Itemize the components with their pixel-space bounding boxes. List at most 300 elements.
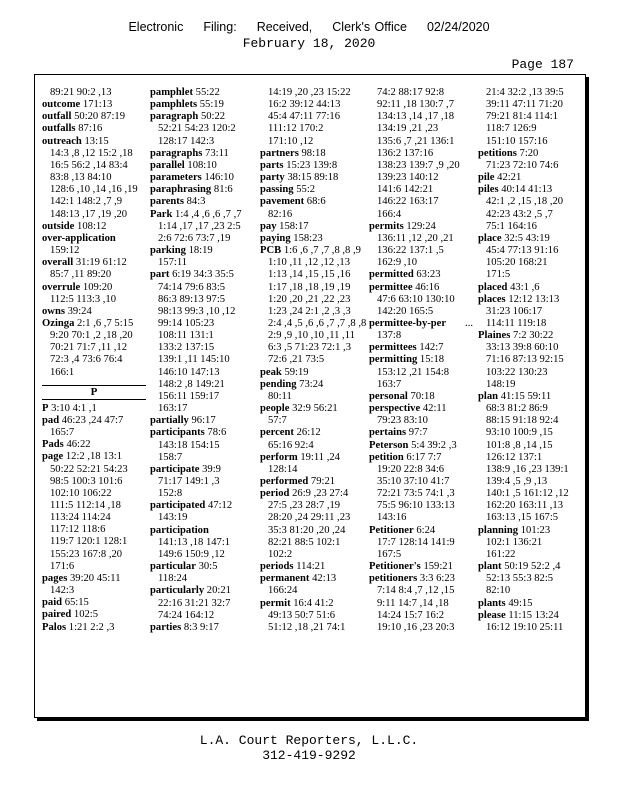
index-refs: 55:19 — [199, 99, 224, 111]
index-refs: 70:21 71:7 ,11 ,12 — [50, 342, 128, 354]
index-term: pile — [478, 172, 495, 184]
index-refs: 81:6 — [213, 184, 233, 196]
index-entry — [42, 136, 146, 148]
index-entry — [260, 476, 364, 488]
index-entry — [150, 245, 254, 257]
index-continuation — [478, 111, 582, 123]
index-entry — [478, 294, 582, 306]
index-continuation — [478, 123, 582, 135]
index-refs: 98:5 100:3 101:6 — [50, 475, 123, 487]
index-continuation — [260, 269, 364, 281]
index-continuation — [150, 354, 254, 366]
index-term: permittee — [369, 281, 413, 293]
index-refs: 92:11 ,18 130:7 ,7 — [377, 99, 455, 111]
index-refs: 1:20 ,20 ,21 ,22 ,23 — [268, 293, 351, 305]
index-continuation — [42, 464, 146, 476]
index-refs: 78:6 — [207, 427, 227, 439]
index-term: outcome — [42, 99, 81, 111]
index-entry — [260, 452, 364, 464]
index-entry — [260, 561, 364, 573]
index-refs: 79:21 — [310, 476, 336, 487]
index-entry — [150, 111, 254, 123]
index-entry — [369, 282, 473, 294]
index-term: pavement — [260, 196, 305, 208]
index-continuation — [478, 622, 582, 634]
index-continuation — [260, 209, 364, 221]
index-box — [34, 74, 586, 718]
header-date: 02/24/2020 — [426, 20, 490, 34]
index-entry — [369, 354, 473, 366]
index-entry — [260, 488, 364, 500]
index-refs: 28:20 ,24 29:11 ,23 — [268, 512, 351, 524]
index-refs: 111:12 170:2 — [268, 123, 324, 135]
index-term: plan — [478, 390, 499, 402]
index-refs: 3:3 6:23 — [419, 573, 455, 585]
index-refs: 38:15 89:18 — [287, 172, 339, 184]
index-entry — [478, 391, 582, 403]
index-refs: 31:23 106:17 — [486, 305, 543, 317]
index-term: placed — [478, 281, 508, 293]
index-continuation — [369, 111, 473, 123]
index-continuation — [478, 476, 582, 488]
index-term: Petitioner's — [369, 561, 421, 573]
index-entry — [369, 269, 473, 281]
index-refs: 68:6 — [306, 196, 326, 208]
index-refs: 80:11 — [268, 390, 292, 402]
index-entry — [478, 233, 582, 245]
index-refs: 49:13 50:7 51:6 — [268, 609, 336, 621]
index-refs: 119:7 120:1 128:1 — [50, 536, 128, 548]
index-refs: 155:23 167:8 ,20 — [50, 548, 123, 560]
index-continuation — [260, 282, 364, 294]
header-received: Received, — [256, 20, 313, 34]
index-refs: 11:15 13:24 — [508, 609, 559, 621]
index-refs: 73:11 — [205, 147, 229, 159]
page-number: Page 187 — [511, 57, 574, 72]
index-refs: 136:11 ,12 ,20 ,21 — [377, 232, 454, 244]
index-refs: 55:2 — [296, 184, 316, 196]
index-term: petitioners — [369, 573, 418, 585]
index-continuation — [42, 476, 146, 488]
index-refs: 140:1 ,5 161:12 ,12 — [486, 488, 569, 500]
index-continuation — [369, 415, 473, 427]
index-refs: 98:18 — [301, 147, 326, 159]
index-entry — [478, 525, 582, 537]
index-continuation — [42, 172, 146, 184]
index-entry — [150, 87, 254, 99]
continuation-ellipsis: ... — [465, 317, 473, 329]
index-continuation — [478, 512, 582, 524]
index-continuation — [42, 184, 146, 196]
index-refs: 159:12 — [50, 245, 80, 257]
index-refs: 82:10 — [486, 585, 511, 597]
index-continuation — [150, 476, 254, 488]
index-continuation — [478, 318, 582, 330]
index-continuation — [260, 306, 364, 318]
index-entry — [369, 221, 473, 233]
index-entry — [150, 415, 254, 427]
header-filing: Filing: — [203, 20, 237, 34]
index-term: pamphlet — [150, 87, 193, 98]
index-refs: 43:1 ,6 — [510, 281, 540, 293]
index-continuation — [260, 111, 364, 123]
index-entry — [478, 561, 582, 573]
index-continuation — [478, 488, 582, 500]
index-refs: 14:19 ,20 ,23 15:22 — [268, 87, 351, 98]
index-entry — [150, 464, 254, 476]
index-refs: 2:4 ,4 ,5 ,6 ,6 ,7 ,7 ,8 ,8 — [268, 317, 367, 329]
index-continuation — [369, 87, 473, 99]
index-term: perform — [260, 451, 298, 463]
index-term: passing — [260, 184, 294, 196]
index-refs: 136:2 137:16 — [377, 147, 434, 159]
index-entry — [260, 379, 364, 391]
index-refs: 112:5 113:3 ,10 — [50, 293, 117, 305]
index-refs: 141:13 ,18 147:1 — [158, 536, 231, 548]
index-refs: 108:12 — [77, 220, 107, 232]
index-continuation — [42, 160, 146, 172]
index-refs: 84:3 — [186, 196, 206, 208]
index-refs: 19:20 22:8 34:6 — [377, 463, 445, 475]
index-continuation — [260, 257, 364, 269]
index-refs: 68:3 81:2 86:9 — [486, 403, 548, 415]
index-continuation — [260, 464, 364, 476]
index-refs: 8:3 9:17 — [183, 621, 219, 633]
index-entry — [150, 427, 254, 439]
index-entry — [42, 597, 146, 609]
index-refs: 142:3 — [50, 585, 75, 597]
index-refs: 39:9 — [202, 463, 221, 475]
index-term: pending — [260, 378, 297, 390]
index-refs: 55:22 — [195, 87, 220, 98]
index-refs: 74:14 79:6 83:5 — [158, 281, 226, 293]
index-continuation — [260, 342, 364, 354]
index-refs: 171:5 — [486, 269, 511, 281]
index-term: petition — [369, 451, 404, 463]
index-refs: 12:12 13:13 — [508, 293, 560, 305]
index-term: people — [260, 403, 290, 415]
index-term: P — [42, 402, 49, 414]
index-refs: 128:17 142:3 — [158, 135, 215, 147]
index-refs: 51:12 ,18 ,21 74:1 — [268, 621, 346, 633]
index-refs: 12:2 ,18 13:1 — [65, 451, 123, 463]
index-refs: 7:2 30:22 — [513, 330, 554, 342]
index-continuation — [478, 440, 582, 452]
index-continuation — [150, 549, 254, 561]
index-refs: 2:1 ,6 ,7 5:15 — [77, 317, 134, 329]
index-entry — [260, 148, 364, 160]
index-continuation — [150, 440, 254, 452]
index-continuation — [478, 196, 582, 208]
index-refs: 50:22 52:21 54:23 — [50, 463, 128, 475]
index-refs: 1:17 ,18 ,18 ,19 ,19 — [268, 281, 351, 293]
footer-company: L.A. Court Reporters, L.L.C. — [199, 733, 419, 748]
index-refs: 49:15 — [508, 597, 533, 609]
index-entry — [369, 440, 473, 452]
index-refs: 97:7 — [408, 427, 428, 439]
index-refs: 40:14 41:13 — [501, 184, 553, 196]
index-term: pages — [42, 572, 68, 584]
index-refs: 138:23 139:7 ,9 ,20 — [377, 159, 460, 171]
index-continuation — [150, 379, 254, 391]
index-refs: 139:23 140:12 — [377, 172, 439, 184]
index-refs: 50:22 — [200, 111, 226, 123]
index-continuation — [42, 427, 146, 439]
index-entry — [369, 573, 473, 585]
index-refs: 146:10 — [204, 172, 234, 184]
index-term: Park — [150, 208, 173, 220]
index-refs: 9:11 14:7 ,14 ,18 — [377, 597, 449, 609]
index-refs: 118:24 — [158, 573, 188, 585]
index-entry — [260, 184, 364, 196]
index-continuation — [150, 306, 254, 318]
index-refs: 126:12 137:1 — [486, 451, 543, 463]
index-refs: 101:8 ,8 ,14 ,15 — [486, 439, 553, 451]
index-entry — [42, 282, 146, 294]
index-continuation — [478, 245, 582, 257]
index-term: Petitioner — [369, 524, 414, 536]
index-term: PCB — [260, 245, 282, 257]
index-refs: 1:23 ,24 2:1 ,2 ,3 ,3 — [268, 305, 351, 317]
index-term: partially — [150, 415, 189, 427]
index-refs: 50:20 87:19 — [74, 111, 126, 123]
index-term: places — [478, 293, 506, 305]
index-refs: 42:1 ,2 ,15 ,18 ,20 — [486, 196, 564, 208]
index-refs: 42:11 — [422, 403, 447, 415]
index-refs: 135:6 ,7 ,21 136:1 — [377, 135, 455, 147]
index-refs: 71:17 149:1 ,3 — [158, 476, 220, 487]
index-continuation — [369, 209, 473, 221]
index-entry — [42, 306, 146, 318]
index-refs: 143:16 — [377, 512, 407, 524]
index-continuation — [260, 415, 364, 427]
index-refs: 158:17 — [279, 220, 309, 232]
index-refs: 85:7 ,11 89:20 — [50, 269, 112, 281]
index-term: peak — [260, 366, 282, 378]
index-refs: 75:5 96:10 133:13 — [377, 500, 455, 512]
index-refs: 1:13 ,14 ,15 ,15 ,16 — [268, 269, 351, 281]
index-column-2 — [150, 87, 254, 634]
index-continuation — [260, 610, 364, 622]
index-column-1 — [42, 87, 146, 634]
index-entry — [478, 330, 582, 342]
index-refs: 1:4 ,4 ,6 ,6 ,7 ,7 — [175, 208, 242, 220]
index-continuation — [478, 160, 582, 172]
index-continuation — [369, 196, 473, 208]
index-continuation — [369, 610, 473, 622]
index-continuation — [478, 354, 582, 366]
index-entry — [150, 184, 254, 196]
index-term: permitted — [369, 269, 414, 281]
index-entry — [42, 257, 146, 269]
index-refs: 46:16 — [415, 281, 440, 293]
index-refs: 152:8 — [158, 488, 183, 500]
index-continuation — [478, 209, 582, 221]
index-continuation — [42, 536, 146, 548]
index-refs: 128:14 — [268, 463, 298, 475]
index-continuation — [369, 136, 473, 148]
index-refs: 17:7 128:14 141:9 — [377, 536, 455, 548]
index-term: overrule — [42, 281, 81, 293]
index-term: pay — [260, 220, 277, 232]
index-continuation — [42, 209, 146, 221]
index-continuation — [478, 87, 582, 99]
index-refs: 39:24 — [67, 305, 92, 317]
index-refs: 99:14 105:23 — [158, 317, 215, 329]
index-entry — [260, 367, 364, 379]
index-continuation — [260, 99, 364, 111]
index-continuation — [369, 379, 473, 391]
index-entry — [478, 172, 582, 184]
index-continuation — [369, 160, 473, 172]
index-entry — [260, 245, 364, 257]
index-continuation — [150, 257, 254, 269]
index-term: page — [42, 451, 64, 463]
index-refs: 96:17 — [191, 415, 216, 427]
index-continuation — [42, 488, 146, 500]
index-refs: 45:4 47:11 77:16 — [268, 111, 340, 123]
index-continuation — [369, 148, 473, 160]
index-continuation — [478, 452, 582, 464]
index-term: permitting — [369, 354, 418, 366]
index-refs: 148:19 — [486, 378, 516, 390]
index-continuation — [150, 123, 254, 135]
index-refs: 57:7 — [268, 415, 287, 427]
index-entry — [42, 622, 146, 634]
index-term: parameters — [150, 172, 202, 184]
index-refs: 22:16 31:21 32:7 — [158, 597, 231, 609]
index-entry — [260, 221, 364, 233]
index-entry — [150, 525, 254, 537]
index-continuation — [42, 269, 146, 281]
index-term: plant — [478, 561, 502, 573]
index-continuation — [478, 537, 582, 549]
hearing-date: February 18, 2020 — [242, 36, 376, 51]
index-continuation — [150, 573, 254, 585]
index-entry — [260, 233, 364, 245]
index-continuation — [369, 123, 473, 135]
index-refs: 79:21 81:4 114:1 — [486, 111, 558, 123]
index-refs: 153:12 ,21 154:8 — [377, 366, 450, 378]
index-term: overall — [42, 257, 74, 269]
index-term: paragraphs — [150, 147, 203, 159]
index-term: planning — [478, 524, 519, 536]
index-refs: 65:15 — [64, 597, 89, 609]
index-continuation — [369, 598, 473, 610]
index-continuation — [369, 184, 473, 196]
index-continuation — [42, 367, 146, 379]
index-continuation — [150, 512, 254, 524]
index-continuation — [369, 257, 473, 269]
index-continuation — [369, 306, 473, 318]
index-refs: 79:23 83:10 — [377, 415, 428, 427]
index-entry — [478, 610, 582, 622]
index-entry — [150, 585, 254, 597]
index-continuation — [478, 573, 582, 585]
index-refs: 134:13 ,14 ,17 ,18 — [377, 111, 455, 123]
index-refs: 19:10 ,16 ,23 20:3 — [377, 621, 455, 633]
index-refs: 151:10 157:16 — [486, 135, 548, 147]
index-entry — [260, 403, 364, 415]
index-refs: 103:22 130:23 — [486, 366, 548, 378]
index-column-3 — [260, 87, 367, 634]
index-term: paragraph — [150, 111, 199, 123]
index-term: personal — [369, 390, 408, 402]
index-continuation — [478, 306, 582, 318]
index-refs: 1:14 ,17 ,17 ,23 2:5 — [158, 220, 241, 232]
index-continuation — [369, 99, 473, 111]
index-entry — [260, 598, 364, 610]
index-refs: 5:4 39:2 ,3 — [411, 439, 457, 451]
index-refs: 52:21 54:23 120:2 — [158, 123, 236, 135]
index-refs: 134:19 ,21 ,23 — [377, 123, 439, 135]
index-continuation — [150, 318, 254, 330]
index-refs: 41:15 59:11 — [500, 390, 552, 402]
index-term: period — [260, 488, 290, 500]
index-entry — [260, 427, 364, 439]
index-term: Palos — [42, 621, 67, 633]
index-term: Ozinga — [42, 317, 75, 329]
index-continuation — [369, 330, 473, 342]
index-entry — [150, 622, 254, 634]
index-entry — [42, 233, 146, 245]
index-refs: 3:10 4:1 ,1 — [51, 402, 97, 414]
index-refs: 158:7 — [158, 451, 183, 463]
index-refs: 146:10 147:13 — [158, 366, 220, 378]
index-entry — [478, 184, 582, 196]
index-refs: 46:23 ,24 47:7 — [61, 414, 124, 426]
index-refs: 35:10 37:10 41:7 — [377, 476, 450, 487]
index-entry — [42, 318, 146, 330]
index-entry — [42, 609, 146, 621]
index-continuation — [150, 488, 254, 500]
index-term: parts — [260, 159, 284, 171]
index-continuation — [478, 379, 582, 391]
index-refs: 7:20 — [519, 147, 539, 159]
index-entry — [150, 561, 254, 573]
index-term: performed — [260, 476, 309, 487]
index-refs: 63:23 — [416, 269, 441, 281]
index-continuation — [42, 524, 146, 536]
index-term: participants — [150, 427, 205, 439]
index-continuation — [260, 440, 364, 452]
index-refs: 30:5 — [198, 561, 218, 573]
index-continuation — [478, 257, 582, 269]
index-continuation — [42, 245, 146, 257]
index-term: owns — [42, 305, 65, 317]
index-term: permits — [369, 220, 404, 232]
index-continuation — [42, 148, 146, 160]
index-entry — [42, 221, 146, 233]
index-continuation — [369, 622, 473, 634]
index-entry — [42, 111, 146, 123]
index-refs: 118:7 126:9 — [486, 123, 537, 135]
index-term: permit — [260, 597, 291, 609]
index-term: parking — [150, 245, 186, 257]
index-continuation — [150, 294, 254, 306]
index-term: outside — [42, 220, 75, 232]
index-term: permanent — [260, 573, 310, 585]
index-entry — [260, 573, 364, 585]
index-refs: 114:21 — [296, 561, 326, 573]
index-refs: 102:2 — [268, 548, 293, 560]
index-refs: 93:10 100:9 ,15 — [486, 427, 553, 439]
index-term: Peterson — [369, 439, 409, 451]
index-continuation — [42, 561, 146, 573]
index-refs: 16:4 41:2 — [293, 597, 334, 609]
index-term: particularly — [150, 585, 205, 597]
index-refs: 45:4 77:13 91:16 — [486, 245, 559, 257]
